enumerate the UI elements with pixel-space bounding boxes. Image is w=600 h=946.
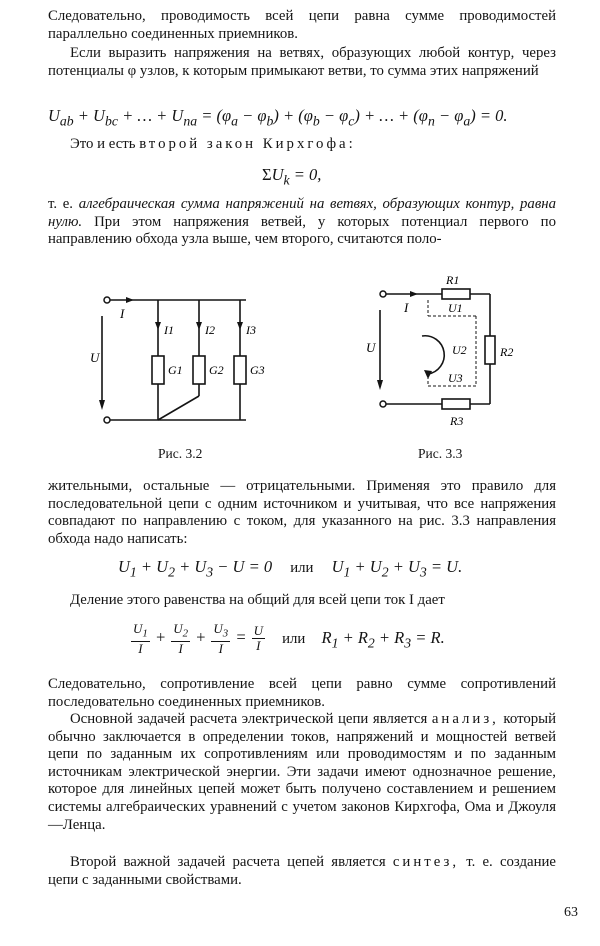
fig32-conductance-2: G2	[209, 363, 224, 377]
fig32-current-2: I2	[205, 323, 215, 337]
fig33-voltage-2: U2	[452, 343, 467, 357]
fig32-voltage: U	[90, 350, 100, 365]
fig32-current-total: I	[120, 306, 125, 321]
fig33-resistor-3: R3	[450, 414, 464, 428]
fig33-current: I	[404, 300, 409, 315]
equation-loop-sum: $U_{ab} + U_{bc}$ + … + $U_{na} = (\varphi_a - \varphi_b) + (\varphi_b - \varphi_c)$ + … + $(\varphi_n - \varphi_a) = 0$.	[48, 106, 508, 129]
figure-3-3-series-circuit	[366, 273, 532, 430]
fig33-resistor-2: R2	[500, 345, 514, 359]
fig32-conductance-1: G1	[168, 363, 183, 377]
paragraph-synthesis: Второй важной задачей расчета цепей является синтез, т. е. создание цепи с заданными свойствами.	[48, 854, 556, 888]
equation-kirchhoff-second: $\Sigma U_k = 0$,	[262, 165, 322, 188]
fig33-voltage: U	[366, 340, 376, 355]
figure-3-2-caption: Рис. 3.2	[158, 446, 203, 461]
paragraph-algebraic-sum: т. е. алгебраическая сумма напряжений на ветвях, образующих контур, равна нулю. При этом напряжения ветвей, у которых потенциал первого по направлению обхода узла выше, чем второго, считаются поло-	[48, 196, 556, 248]
paragraph-kirchhoff-law: Это и есть второй закон Кирхгофа:	[70, 136, 356, 152]
figure-3-3-caption: Рис. 3.3	[418, 446, 463, 461]
paragraph-division: Деление этого равенства на общий для всей цепи ток I дает	[70, 592, 445, 608]
paragraph-analysis: Основной задачей расчета электрической цепи является анализ, который обычно заключается в определении токов, напряжений и мощностей ветвей цепи по заданным их сопротивлениям или проводимостям и по заданным источникам электрической энергии. Эти задачи имеют однозначное решение, которое для линейных цепей может быть получено составлением и решением системы алгебраических уравнений с учетом законов Кирхгофа, Ома и Джоуля—Ленца.	[48, 711, 556, 833]
paragraph-conductance: Следовательно, проводимость всей цепи равна сумме проводимостей параллельно соединенных приемников.	[48, 8, 556, 42]
figure-3-2-parallel-circuit	[90, 290, 288, 440]
page-number: 63	[564, 905, 578, 920]
equation-series-voltages: $U_1 + U_2 + U_3 - U = 0$ или $U_1 + U_2 + U_3 = U$.	[118, 557, 463, 580]
fig32-current-3: I3	[246, 323, 256, 337]
fig33-resistor-1: R1	[446, 273, 460, 287]
fig33-voltage-1: U1	[448, 301, 463, 315]
paragraph-potentials: Если выразить напряжения на ветвях, образующих любой контур, через потенциалы φ узлов, к которым примыкают ветви, то сумма этих напряжений	[48, 45, 556, 79]
fig32-conductance-3: G3	[250, 363, 265, 377]
equation-resistance-sum: $\frac{U_1}{I}$ + $\frac{U_2}{I}$ + $\frac{U_3}{I}$ = $\frac{U}{I}$ или $R_1 + R_2 + R_3 = R$.	[133, 621, 445, 656]
fig33-voltage-3: U3	[448, 371, 463, 385]
paragraph-series-rule: жительными, остальные — отрицательными. Применяя это правило для последовательной цепи с одним источником и учитывая, что все напряжения совпадают по направлению с током, для указанного на рис. 3.3 направления обхода надо написать:	[48, 478, 556, 547]
fig32-current-1: I1	[164, 323, 174, 337]
paragraph-series-resistance: Следовательно, сопротивление всей цепи равно сумме сопротивлений последовательно соединенных приемников.	[48, 676, 556, 710]
